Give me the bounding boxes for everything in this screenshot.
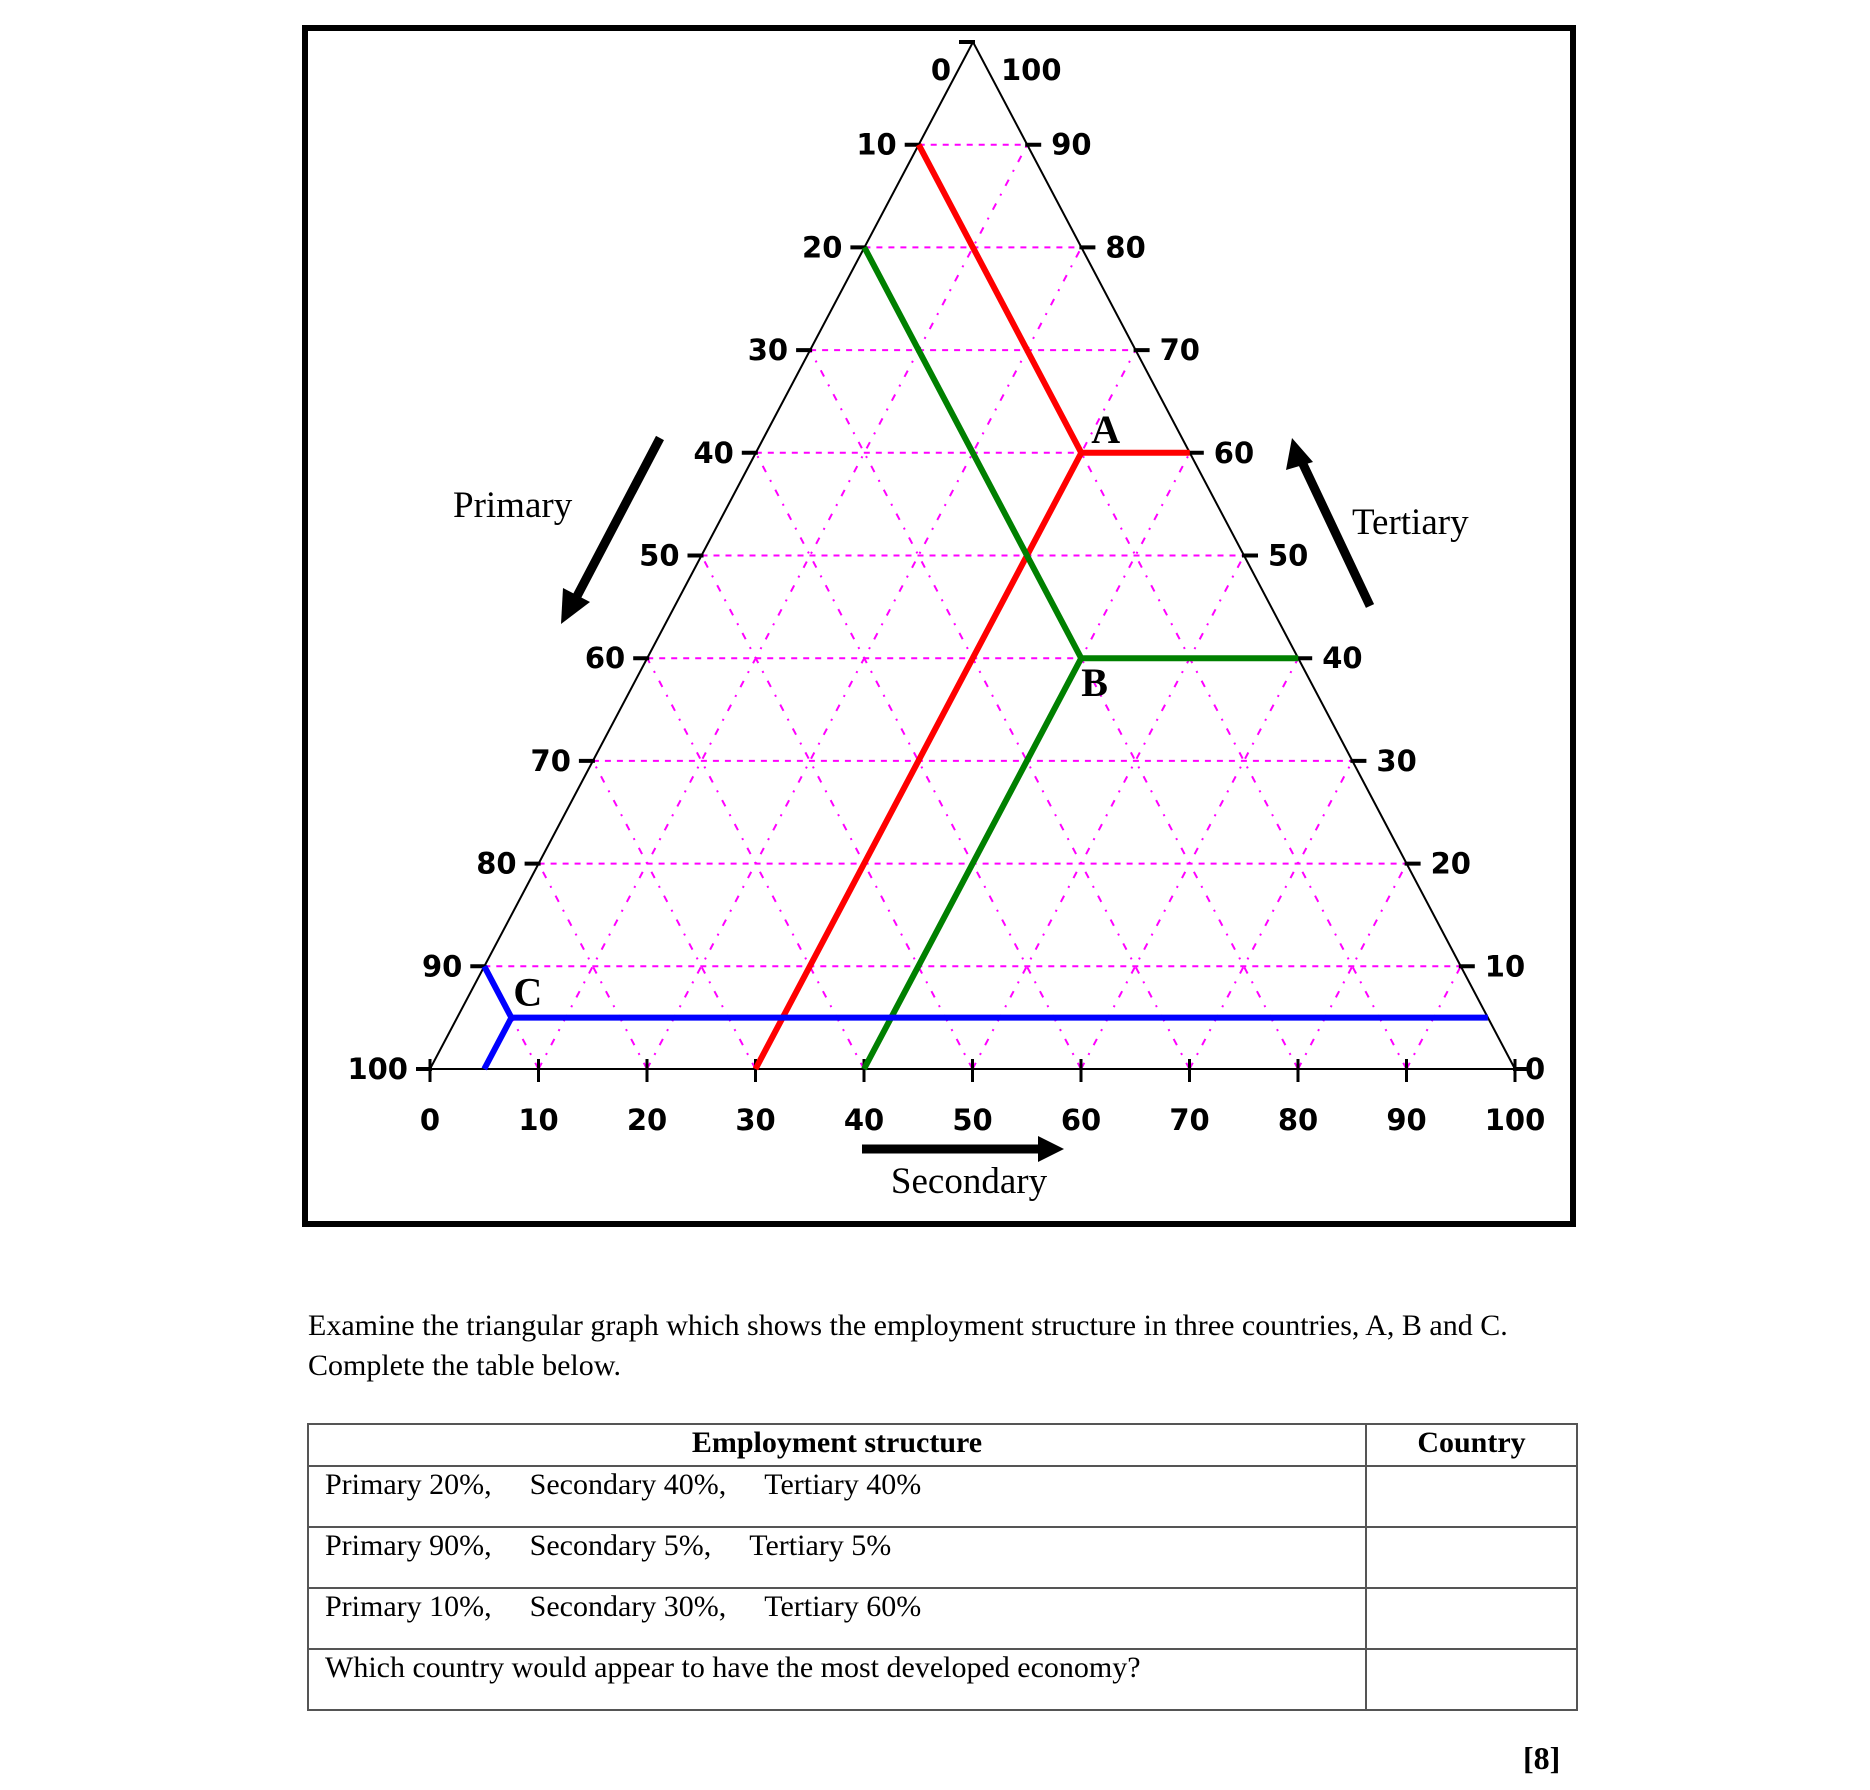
secondary-tick-label: 50 (952, 1103, 993, 1137)
answer-table (307, 1423, 1578, 1711)
tertiary-tick-label: 90 (1051, 127, 1092, 162)
tertiary-value: Tertiary 60% (764, 1590, 922, 1623)
table-row (308, 1527, 1577, 1588)
primary-tick-label: 90 (421, 949, 463, 984)
secondary-value: Secondary 30%, (529, 1590, 727, 1623)
primary-axis-title: Primary (453, 485, 573, 526)
triangle-axes (430, 42, 1515, 1069)
tertiary-tick-label: 70 (1159, 333, 1200, 368)
secondary-tick-label: 60 (1060, 1103, 1102, 1137)
tertiary-arrowhead-icon (1286, 438, 1313, 470)
point-c-primary-line (484, 966, 511, 1017)
secondary-tick-label: 0 (419, 1103, 441, 1137)
grid-line-secondary (1190, 761, 1353, 1069)
point-c-secondary-line (484, 1018, 511, 1069)
tertiary-tick-label: 20 (1430, 846, 1471, 881)
secondary-tick-label: 30 (735, 1103, 776, 1137)
country-answer-cell[interactable] (1366, 1466, 1577, 1527)
tertiary-tick-label: 40 (1322, 641, 1363, 676)
secondary-axis-title: Secondary (890, 1161, 1048, 1202)
employment-structure-cell (308, 1466, 1366, 1527)
employment-structure-cell (308, 1527, 1366, 1588)
employment-structure-cell (308, 1588, 1366, 1649)
table-row (308, 1466, 1577, 1527)
tertiary-tick-label: 80 (1105, 230, 1146, 265)
grid-line-secondary (973, 556, 1245, 1070)
question-text: Examine the triangular graph which shows the employment structure in three countries, A, B and C. Complete the table below. (308, 1309, 1508, 1382)
header-employment-structure: Employment structure (308, 1424, 1366, 1466)
primary-value: Primary 10%, (325, 1590, 492, 1623)
secondary-tick-label: 100 (1484, 1103, 1546, 1137)
tertiary-tick-label: 30 (1376, 743, 1417, 778)
tertiary-tick-label: 0 (1525, 1052, 1546, 1086)
grid-line-primary (593, 761, 756, 1069)
final-answer-cell[interactable] (1366, 1649, 1577, 1710)
primary-value: Primary 20%, (325, 1468, 492, 1501)
primary-tick-label: 50 (639, 538, 680, 573)
point-label-c: C (513, 969, 543, 1015)
point-label-b: B (1081, 660, 1108, 706)
tertiary-tick-label: 60 (1213, 435, 1255, 470)
grid-line-primary (810, 350, 1189, 1069)
secondary-tick-label: 20 (626, 1103, 668, 1137)
country-answer-cell[interactable] (1366, 1527, 1577, 1588)
secondary-value: Secondary 5%, (529, 1529, 712, 1562)
tertiary-axis-title: Tertiary (1352, 502, 1469, 543)
point-label-a: A (1091, 406, 1121, 452)
table-row (308, 1588, 1577, 1649)
primary-arrow-icon (575, 438, 660, 600)
tertiary-tick-label: 10 (1484, 949, 1526, 984)
primary-tick-label: 0 (930, 53, 951, 87)
marks-label: [8] (1523, 1740, 1561, 1776)
axis-ticks (416, 42, 1529, 1082)
secondary-tick-label: 90 (1386, 1103, 1427, 1137)
secondary-value: Secondary 40%, (529, 1468, 727, 1501)
header-country: Country (1366, 1424, 1577, 1466)
axis-arrows (561, 435, 1370, 1162)
primary-value: Primary 90%, (325, 1529, 492, 1562)
secondary-tick-label: 80 (1277, 1103, 1319, 1137)
secondary-tick-label: 10 (518, 1103, 559, 1137)
grid-line-primary (702, 556, 973, 1070)
tertiary-value: Tertiary 5% (749, 1529, 892, 1562)
table-row (308, 1649, 1577, 1710)
tertiary-tick-label: 50 (1268, 538, 1309, 573)
tertiary-tick-label: 100 (1001, 53, 1062, 87)
primary-tick-label: 100 (347, 1052, 408, 1086)
primary-tick-label: 60 (584, 641, 626, 676)
grid-lines (484, 145, 1461, 1069)
data-series (484, 145, 1488, 1069)
primary-tick-label: 10 (856, 127, 897, 162)
point-a-secondary-line (756, 453, 1082, 1069)
point-a-primary-line (919, 145, 1082, 453)
grid-line-secondary (539, 145, 1028, 1069)
primary-tick-label: 40 (693, 435, 734, 470)
secondary-tick-label: 40 (843, 1103, 885, 1137)
table-header-row (308, 1424, 1577, 1466)
secondary-tick-label: 70 (1169, 1103, 1210, 1137)
final-question-cell: Which country would appear to have the most developed economy? (308, 1649, 1366, 1710)
secondary-arrowhead-icon (1038, 1136, 1064, 1162)
primary-tick-label: 80 (476, 846, 517, 881)
country-answer-cell[interactable] (1366, 1588, 1577, 1649)
triangle-outline (430, 42, 1515, 1069)
primary-tick-label: 20 (802, 230, 843, 265)
tertiary-value: Tertiary 40% (764, 1468, 922, 1501)
primary-tick-label: 70 (530, 743, 571, 778)
primary-tick-label: 30 (747, 333, 789, 368)
